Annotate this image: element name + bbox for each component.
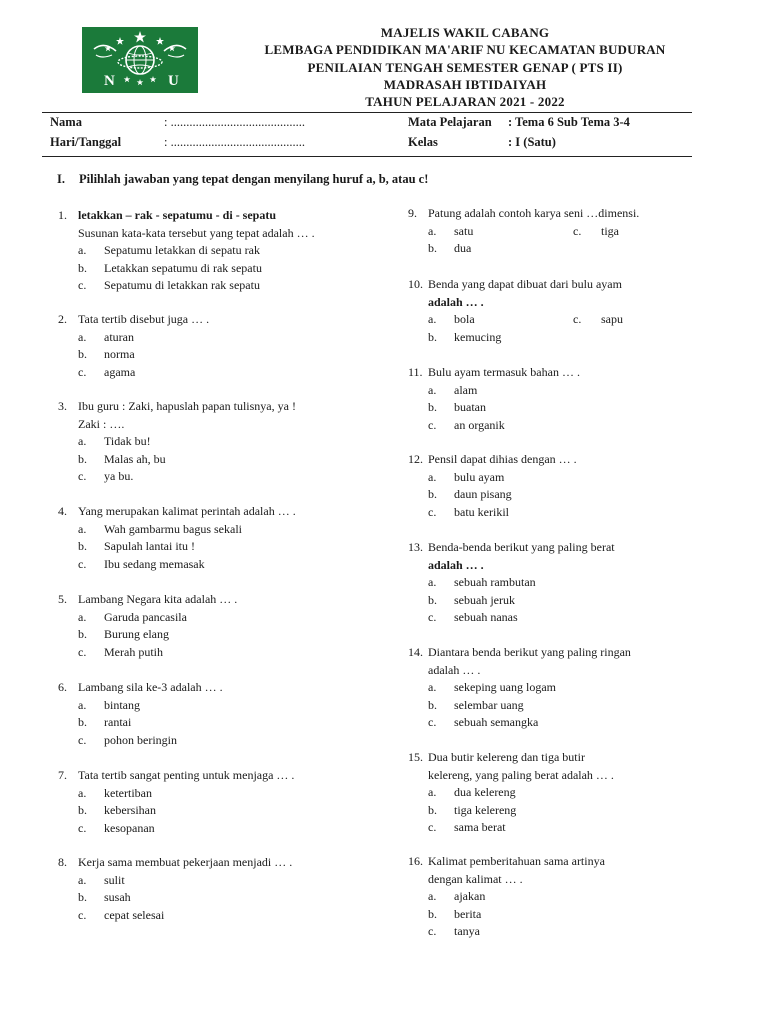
question-text: Lambang Negara kita adalah … . xyxy=(78,592,238,606)
option-letter[interactable]: c. xyxy=(78,556,87,571)
instruction-text: Pilihlah jawaban yang tepat dengan menyilang huruf a, b, atau c! xyxy=(79,172,429,186)
nu-logo-emblem-icon xyxy=(82,27,198,93)
nama-label: Nama xyxy=(50,115,82,129)
option-letter[interactable]: c. xyxy=(428,610,437,624)
option-letter[interactable]: a. xyxy=(428,382,437,397)
question-number: 7. xyxy=(58,768,67,782)
option-letter[interactable]: b. xyxy=(78,260,87,275)
hari-tanggal-field[interactable]: : ........................................... xyxy=(164,135,305,149)
header-line-4: MADRASAH IBTIDAIYAH xyxy=(383,76,547,92)
question-text: Pensil dapat dihias dengan … . xyxy=(428,452,577,466)
option-letter[interactable]: b. xyxy=(428,802,437,817)
option-letter[interactable]: c. xyxy=(428,820,437,834)
option-letter[interactable]: b. xyxy=(78,451,87,466)
option-letter[interactable]: b. xyxy=(428,906,437,921)
option-text: sulit xyxy=(104,872,125,887)
option-letter[interactable]: b. xyxy=(428,697,437,712)
option-text: bulu ayam xyxy=(454,469,505,484)
option-text: susah xyxy=(104,890,131,904)
option-text: Ibu sedang memasak xyxy=(104,556,205,571)
option-text: Garuda pancasila xyxy=(104,609,187,624)
header-line-1: MAJELIS WAKIL CABANG xyxy=(380,25,550,40)
option-letter[interactable]: c. xyxy=(573,312,582,326)
option-text: tanya xyxy=(454,924,480,938)
option-letter[interactable]: b. xyxy=(428,400,437,414)
kelas-value: : I (Satu) xyxy=(508,135,556,149)
option-text: kebersihan xyxy=(104,803,156,817)
option-text: sebuah rambutan xyxy=(454,575,536,589)
question-text: dengan kalimat … . xyxy=(428,871,523,886)
question-text: Yang merupakan kalimat perintah adalah … . xyxy=(78,504,296,518)
question-text: Benda yang dapat dibuat dari bulu ayam xyxy=(428,277,622,291)
option-text: selembar uang xyxy=(454,697,524,712)
option-text: bola xyxy=(454,312,475,326)
option-letter[interactable]: b. xyxy=(428,329,437,344)
question-text: Dua butir kelereng dan tiga butir xyxy=(428,750,585,764)
question-text: Benda-benda berikut yang paling berat xyxy=(428,540,615,554)
question-text: Susunan kata-kata tersebut yang tepat adalah … . xyxy=(78,225,315,240)
question-number: 9. xyxy=(408,206,417,220)
option-letter[interactable]: a. xyxy=(428,575,437,589)
mata-pelajaran-label: Mata Pelajaran xyxy=(408,115,492,129)
question-text: letakkan – rak - sepatumu - di - sepatu xyxy=(78,208,277,222)
school-header xyxy=(210,24,720,110)
question-number: 11. xyxy=(408,365,423,379)
option-letter[interactable]: c. xyxy=(78,820,87,835)
option-text: ketertiban xyxy=(104,785,152,800)
question-text: adalah … . xyxy=(428,294,484,309)
option-letter[interactable]: b. xyxy=(78,715,87,729)
option-text: ajakan xyxy=(454,889,486,903)
question-text: adalah … . xyxy=(428,557,484,572)
option-text: tiga kelereng xyxy=(454,802,517,817)
nama-field[interactable]: : ........................................... xyxy=(164,115,305,129)
option-letter[interactable]: b. xyxy=(78,347,87,361)
option-text: buatan xyxy=(454,400,486,414)
option-letter[interactable]: b. xyxy=(78,803,87,817)
header-line-3: PENILAIAN TENGAH SEMESTER GENAP ( PTS II) xyxy=(307,59,623,75)
section-number: I. xyxy=(57,172,65,186)
option-text: dua xyxy=(454,241,472,255)
question-number: 5. xyxy=(58,592,67,606)
option-text: sebuah semangka xyxy=(454,715,539,729)
option-letter[interactable]: c. xyxy=(78,907,87,922)
option-letter[interactable]: c. xyxy=(573,223,582,238)
question-text: Lambang sila ke-3 adalah … . xyxy=(78,680,223,694)
option-text: Tidak bu! xyxy=(104,434,151,448)
option-text: batu kerikil xyxy=(454,504,509,519)
question-number: 6. xyxy=(58,680,67,694)
option-letter[interactable]: a. xyxy=(428,223,437,238)
option-letter[interactable]: a. xyxy=(428,785,437,799)
header-line-2: LEMBAGA PENDIDIKAN MA'ARIF NU KECAMATAN BUDURAN xyxy=(264,42,666,58)
option-letter[interactable]: c. xyxy=(78,278,87,292)
option-text: ya bu. xyxy=(104,469,134,483)
question-text: Tata tertib disebut juga … . xyxy=(78,312,210,326)
option-text: Merah putih xyxy=(104,644,163,659)
option-letter[interactable]: a. xyxy=(78,243,87,257)
option-text: agama xyxy=(104,364,136,379)
question-text: Kerja sama membuat pekerjaan menjadi … . xyxy=(78,855,293,869)
option-letter[interactable]: c. xyxy=(428,715,437,729)
option-text: alam xyxy=(454,382,478,397)
option-letter[interactable]: b. xyxy=(78,627,87,641)
question-number: 4. xyxy=(58,504,67,518)
option-text: aturan xyxy=(104,329,134,344)
option-text: Wah gambarmu bagus sekali xyxy=(104,521,242,536)
header-rule-bottom xyxy=(42,156,692,157)
option-letter[interactable]: a. xyxy=(78,785,87,800)
question-number: 14. xyxy=(408,645,423,659)
question-number: 8. xyxy=(58,855,67,869)
option-text: rantai xyxy=(104,715,132,729)
option-text: dua kelereng xyxy=(454,785,516,799)
option-text: sebuah jeruk xyxy=(454,592,515,607)
option-text: sekeping uang logam xyxy=(454,680,556,694)
option-text: Malas ah, bu xyxy=(104,451,166,466)
question-text: Diantara benda berikut yang paling ringan xyxy=(428,645,631,659)
logo-letter-u: U xyxy=(168,73,179,89)
option-text: tiga xyxy=(601,223,619,238)
question-text: adalah … . xyxy=(428,662,481,677)
question-text: Ibu guru : Zaki, hapuslah papan tulisnya, ya ! xyxy=(78,399,296,413)
option-letter[interactable]: b. xyxy=(78,890,87,904)
question-number: 12. xyxy=(408,452,423,466)
option-text: Sapulah lantai itu ! xyxy=(104,539,195,553)
question-number: 16. xyxy=(408,854,423,868)
option-letter[interactable]: a. xyxy=(428,680,437,694)
option-letter[interactable]: a. xyxy=(78,521,87,536)
question-text: Zaki : …. xyxy=(78,416,125,431)
question-number: 15. xyxy=(408,750,423,764)
option-letter[interactable]: a. xyxy=(78,697,87,712)
kelas-label: Kelas xyxy=(408,135,438,149)
option-text: Letakkan sepatumu di rak sepatu xyxy=(104,260,262,275)
option-letter[interactable]: b. xyxy=(78,539,87,553)
question-number: 13. xyxy=(408,540,423,554)
question-number: 2. xyxy=(58,312,67,326)
question-number: 10. xyxy=(408,277,423,291)
option-letter[interactable]: c. xyxy=(78,644,87,659)
header-rule-top xyxy=(42,112,692,113)
nu-logo xyxy=(82,27,198,93)
option-letter[interactable]: b. xyxy=(428,592,437,607)
option-text: daun pisang xyxy=(454,487,512,501)
option-text: sapu xyxy=(601,312,623,326)
option-text: kesopanan xyxy=(104,820,155,835)
option-letter[interactable]: c. xyxy=(428,504,437,519)
option-letter[interactable]: a. xyxy=(428,889,437,903)
option-text: pohon beringin xyxy=(104,732,177,747)
option-letter[interactable]: a. xyxy=(78,872,87,887)
question-text: Kalimat pemberitahuan sama artinya xyxy=(428,854,605,868)
logo-letter-n: N xyxy=(104,73,115,89)
option-text: Burung elang xyxy=(104,627,169,641)
option-text: sama berat xyxy=(454,820,506,834)
option-text: berita xyxy=(454,906,482,921)
option-text: norma xyxy=(104,347,135,361)
section-instruction xyxy=(57,172,428,187)
option-letter[interactable]: c. xyxy=(78,364,87,379)
option-text: bintang xyxy=(104,697,140,712)
option-letter[interactable]: a. xyxy=(78,434,87,448)
option-letter[interactable]: a. xyxy=(78,609,87,624)
hari-tanggal-label: Hari/Tanggal xyxy=(50,135,122,149)
option-letter[interactable]: c. xyxy=(428,417,437,432)
option-text: kemucing xyxy=(454,329,502,344)
mata-pelajaran-value: : Tema 6 Sub Tema 3-4 xyxy=(508,115,630,129)
option-letter[interactable]: a. xyxy=(428,312,437,326)
question-number: 3. xyxy=(58,399,67,413)
option-text: Sepatumu letakkan di sepatu rak xyxy=(104,243,260,257)
question-text: Tata tertib sangat penting untuk menjaga … . xyxy=(78,768,295,782)
option-letter[interactable]: c. xyxy=(78,732,87,747)
option-letter[interactable]: c. xyxy=(78,469,87,483)
option-letter[interactable]: a. xyxy=(78,329,87,344)
question-text: Bulu ayam termasuk bahan … . xyxy=(428,365,580,379)
option-letter[interactable]: b. xyxy=(428,487,437,501)
option-text: Sepatumu di letakkan rak sepatu xyxy=(104,278,260,292)
header-line-5: TAHUN PELAJARAN 2021 - 2022 xyxy=(365,94,565,110)
question-text: Patung adalah contoh karya seni …dimensi. xyxy=(428,206,640,220)
option-text: satu xyxy=(454,223,474,238)
question-text: kelereng, yang paling berat adalah … . xyxy=(428,767,614,782)
option-text: an organik xyxy=(454,417,505,432)
option-letter[interactable]: c. xyxy=(428,924,437,938)
option-letter[interactable]: a. xyxy=(428,469,437,484)
question-number: 1. xyxy=(58,208,67,222)
option-text: sebuah nanas xyxy=(454,610,518,624)
option-text: cepat selesai xyxy=(104,907,165,922)
option-letter[interactable]: b. xyxy=(428,241,437,255)
